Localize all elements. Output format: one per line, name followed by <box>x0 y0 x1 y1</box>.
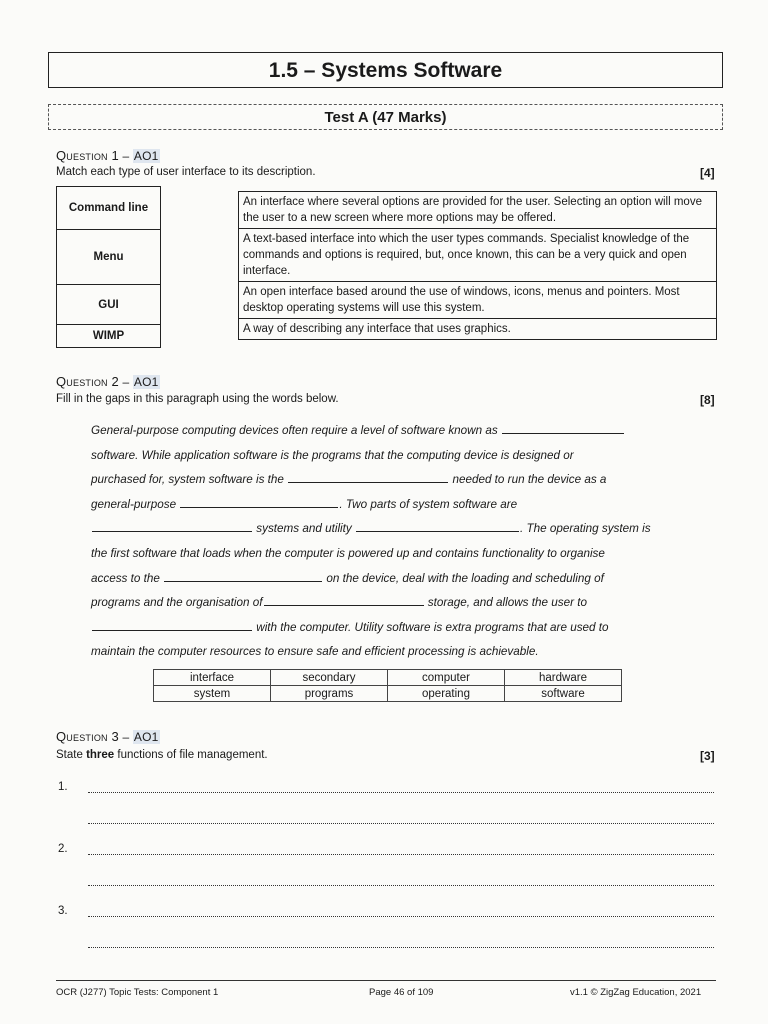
answer-line[interactable] <box>88 822 714 824</box>
q3-ao: AO1 <box>133 730 159 744</box>
word-bank-cell: secondary <box>271 670 388 686</box>
answer-gap[interactable] <box>288 470 448 483</box>
description-cell: An open interface based around the use of windows, icons, menus and pointers. Most desktop operating systems will use this system. <box>239 282 716 319</box>
answer-gap[interactable] <box>502 421 624 434</box>
word-bank-cell: computer <box>388 670 505 686</box>
footer-course: OCR (J277) Topic Tests: Component 1 <box>56 987 219 998</box>
description-cell: An interface where several options are provided for the user. Selecting an option will move the user to a new screen where more options may be offered. <box>239 192 716 229</box>
cloze-paragraph <box>91 419 691 665</box>
interface-type-cell: Command line <box>57 187 160 230</box>
q3-label: Question 3 <box>56 729 119 744</box>
answer-gap[interactable] <box>356 519 519 532</box>
word-bank-cell: interface <box>154 670 271 686</box>
interface-type-cell: WIMP <box>92 330 125 342</box>
cloze-line: software. While application software is the programs that the computing device is designed or <box>91 448 574 462</box>
q3-heading: Question 3 – AO1 <box>56 729 159 744</box>
answer-line[interactable] <box>88 791 714 793</box>
page-title: 1.5 – Systems Software <box>48 52 723 88</box>
answer-line[interactable] <box>88 915 714 917</box>
answer-gap[interactable] <box>164 569 322 582</box>
q3-marks: [3] <box>700 749 715 763</box>
cloze-line: general-purpose . Two parts of system software are <box>91 493 691 518</box>
answer-gap[interactable] <box>264 593 424 606</box>
q2-instruction: Fill in the gaps in this paragraph using the words below. <box>56 393 339 405</box>
cloze-line: purchased for, system software is the needed to run the device as a <box>91 468 691 493</box>
answer-gap[interactable] <box>92 618 252 631</box>
footer-copyright: v1.1 © ZigZag Education, 2021 <box>570 987 702 998</box>
cloze-line: with the computer. Utility software is extra programs that are used to <box>91 616 691 641</box>
q2-marks: [8] <box>700 393 715 407</box>
cloze-line: maintain the computer resources to ensure safe and efficient processing is achievable. <box>91 645 539 659</box>
interface-types-table <box>56 186 161 348</box>
description-cell: A text-based interface into which the user types commands. Specialist knowledge of the commands and options is required, but, once known, this can be a very quick and open interface. <box>239 229 716 282</box>
q1-heading: Question 1 – AO1 <box>56 148 159 163</box>
word-bank-cell: system <box>154 686 271 702</box>
cloze-line: systems and utility . The operating system is <box>91 517 691 542</box>
q2-heading: Question 2 – AO1 <box>56 374 159 389</box>
answer-number: 2. <box>58 843 68 855</box>
q1-instruction: Match each type of user interface to its description. <box>56 166 316 178</box>
interface-type-cell: GUI <box>57 285 160 325</box>
answer-number: 1. <box>58 781 68 793</box>
answer-number: 3. <box>58 905 68 917</box>
word-bank-table <box>153 669 622 702</box>
word-bank-cell: programs <box>271 686 388 702</box>
interface-type-cell: Menu <box>57 230 160 285</box>
answer-line[interactable] <box>88 884 714 886</box>
answer-line[interactable] <box>88 853 714 855</box>
cloze-line: General-purpose computing devices often require a level of software known as <box>91 419 691 444</box>
descriptions-table <box>238 191 717 340</box>
description-cell: A way of describing any interface that uses graphics. <box>243 323 511 335</box>
q1-ao: AO1 <box>133 149 159 163</box>
cloze-line: programs and the organisation of storage, and allows the user to <box>91 591 691 616</box>
q1-marks: [4] <box>700 166 715 180</box>
word-bank-cell: software <box>505 686 622 702</box>
q3-instruction: State three functions of file management. <box>56 749 268 761</box>
word-bank-cell: hardware <box>505 670 622 686</box>
answer-gap[interactable] <box>180 495 338 508</box>
q1-label: Question 1 <box>56 148 119 163</box>
cloze-line: the first software that loads when the computer is powered up and contains functionality to organise <box>91 546 605 560</box>
answer-gap[interactable] <box>92 519 252 532</box>
footer-page-number: Page 46 of 109 <box>369 987 434 998</box>
q2-ao: AO1 <box>133 375 159 389</box>
q2-label: Question 2 <box>56 374 119 389</box>
cloze-line: access to the on the device, deal with the loading and scheduling of <box>91 567 691 592</box>
answer-line[interactable] <box>88 946 714 948</box>
test-subtitle: Test A (47 Marks) <box>48 104 723 130</box>
word-bank-cell: operating <box>388 686 505 702</box>
footer-divider <box>56 980 716 981</box>
